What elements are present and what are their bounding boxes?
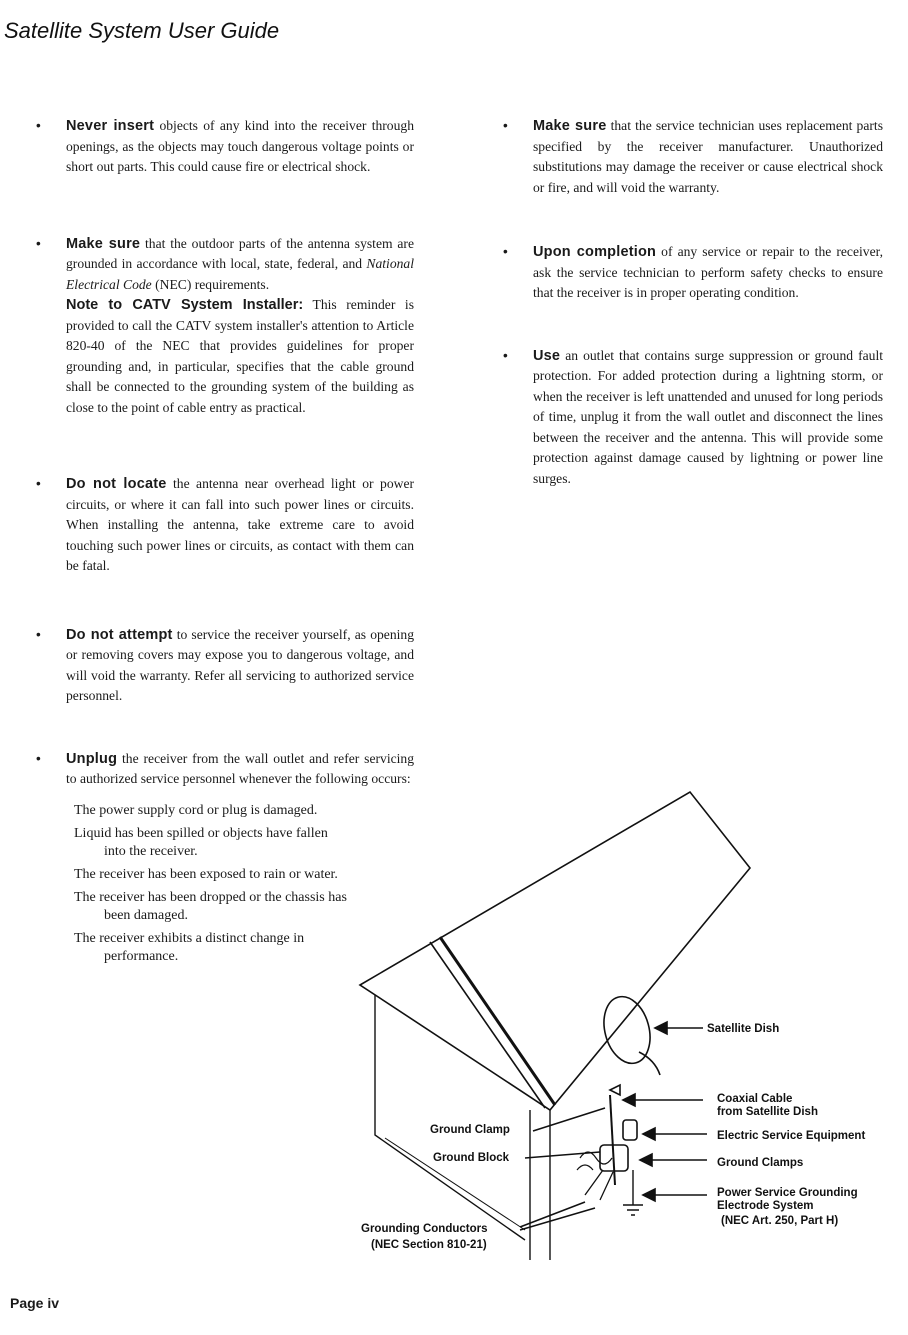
item-text: an outlet that contains surge suppression or ground fault protection. For added protection during a lightning storm, or when the receiver is left unattended and unused for long periods of time, unplug it from the wall outlet and disconnect the lines between the receiver and the antenna. This will provide some protection against damage caused by lightning or power line surges. <box>533 347 883 486</box>
safety-item-grounding <box>36 234 414 419</box>
bullet: • <box>503 244 508 259</box>
bullet: • <box>503 118 508 133</box>
label-coax-1: Coaxial Cable <box>717 1093 793 1105</box>
label-power-grounding-2: Electrode System <box>717 1200 814 1212</box>
roof-ridge <box>440 937 555 1105</box>
roof-edge <box>430 942 545 1108</box>
item-lead: Make sure <box>533 118 607 134</box>
page-title: Satellite System User Guide <box>4 18 280 43</box>
bullet: • <box>36 476 41 491</box>
item-text: of any service or repair to the receiver, ask the service technician to perform safety checks to ensure that the receiver is in proper operating condition. <box>533 244 883 300</box>
ground-symbol <box>623 1205 643 1215</box>
bullet: • <box>36 118 41 133</box>
item-text: the receiver from the wall outlet and refer servicing to authorized service personnel whenever the following occurs: <box>66 750 414 786</box>
condition-item: The receiver has been exposed to rain or water. <box>74 866 338 882</box>
grounding-diagram <box>355 790 908 1270</box>
label-power-grounding-3: (NEC Art. 250, Part H) <box>721 1215 839 1227</box>
safety-item-upon-completion <box>503 242 883 304</box>
item-lead: Use <box>533 347 561 364</box>
label-ground-clamp: Ground Clamp <box>430 1124 510 1136</box>
bullet: • <box>36 750 41 766</box>
leader-conductors <box>520 1202 595 1230</box>
catv-note <box>66 295 414 418</box>
safety-item-surge-outlet <box>503 346 883 490</box>
item-text: the antenna near overhead light or power circuits, or where it can fall into such power lines or circuits. When installing the antenna, take extreme care to avoid touching such power lines or circuits, as contact with them can be fatal. <box>66 476 415 573</box>
label-ground-clamps: Ground Clamps <box>717 1157 804 1169</box>
label-coax-2: from Satellite Dish <box>717 1106 818 1118</box>
note-lead: Note to CATV System Installer: <box>66 297 304 313</box>
electric-meter <box>623 1120 637 1140</box>
dish-arm <box>639 1052 660 1075</box>
item-text: objects of any kind into the receiver through openings, as the objects may touch dangerous voltage points or short out parts. This could cause fire or electrical shock. <box>66 118 414 174</box>
label-electric-service: Electric Service Equipment <box>717 1130 866 1142</box>
leader-ground-block <box>525 1152 600 1158</box>
condition-item: Liquid has been spilled or objects have fallen into the receiver. <box>74 825 328 859</box>
roof-outline <box>360 792 750 1110</box>
item-text: that the outdoor parts of the antenna system are grounded in accordance with local, state, federal, and <box>66 235 414 271</box>
leader-ground-clamp <box>533 1108 605 1131</box>
safety-item-do-not-locate <box>36 474 414 577</box>
item-lead: Unplug <box>66 750 118 767</box>
label-power-grounding-1: Power Service Grounding <box>717 1187 858 1199</box>
bullet: • <box>503 347 508 363</box>
dish-feed <box>610 1085 620 1095</box>
condition-item: The receiver exhibits a distinct change in performance. <box>74 930 305 964</box>
condition-item: The power supply cord or plug is damaged. <box>74 802 318 818</box>
item-italic: National Electrical Code <box>66 256 414 292</box>
page-number: Page iv <box>10 1295 60 1311</box>
item-lead: Upon completion <box>533 244 657 260</box>
item-text: (NEC) requirements. <box>151 276 270 292</box>
label-satellite-dish: Satellite Dish <box>707 1023 780 1035</box>
item-lead: Do not attempt <box>66 626 173 643</box>
safety-item-never-insert <box>36 116 414 178</box>
item-text: that the service technician uses replacement parts specified by the receiver manufacturer. Unauthorized substitutions may damage the receiver or cause electrical shock or fire, and will void the warranty. <box>533 118 883 195</box>
item-lead: Make sure <box>66 235 141 252</box>
right-column <box>503 116 883 489</box>
item-lead: Do not locate <box>66 476 167 492</box>
safety-item-do-not-attempt <box>36 625 414 707</box>
coil <box>577 1152 612 1170</box>
label-ground-block: Ground Block <box>433 1152 510 1164</box>
conductor-wire <box>585 1170 613 1200</box>
item-text: to service the receiver yourself, as opening or removing covers may expose you to dangerous voltage, and will void the warranty. Refer all servicing to authorized service personnel. <box>66 626 414 703</box>
label-grounding-conductors-2: (NEC Section 810-21) <box>371 1239 487 1251</box>
safety-item-unplug <box>36 749 414 790</box>
bullet: • <box>36 235 41 251</box>
note-text: This reminder is provided to call the CATV system installer's attention to Article 820-40 of the NEC that provides guidelines for proper grounding and, in particular, specifies that the cable ground shall be connected to the grounding system of the building as close to the point of cable entry as practical. <box>66 297 414 415</box>
label-grounding-conductors-1: Grounding Conductors <box>361 1223 488 1235</box>
item-lead: Never insert <box>66 118 155 134</box>
condition-item: The receiver has been dropped or the chassis has been damaged. <box>74 889 347 923</box>
safety-item-replacement-parts <box>503 116 883 198</box>
bullet: • <box>36 626 41 642</box>
